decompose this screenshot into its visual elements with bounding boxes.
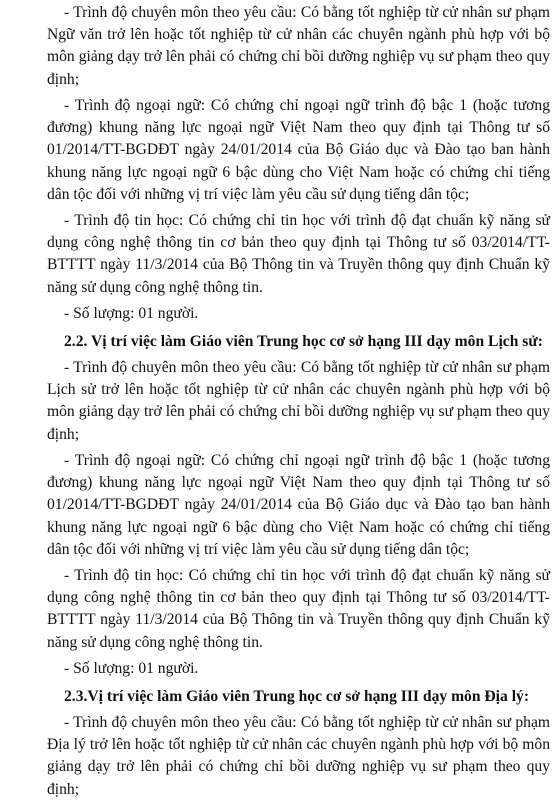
- paragraph-chuyen-mon-lich-su: - Trình độ chuyên môn theo yêu cầu: Có bằng tốt nghiệp từ cử nhân sư phạm Lịch sử trở lên hoặc tốt nghiệp từ cử nhân các chuyên ngành phù hợp với bộ môn giảng dạy trở lên phải có chứng chỉ bồi dưỡng nghiệp vụ sư phạm theo quy định;: [47, 359, 550, 443]
- paragraph-ngoai-ngu-2: - Trình độ ngoại ngữ: Có chứng chỉ ngoại ngữ trình độ bậc 1 (hoặc tương đương) khung năng lực ngoại ngữ Việt Nam theo quy định tại Thông tư số 01/2014/TT-BGDĐT ngày 24/01/2014 của Bộ Giáo dục và Đào tạo ban hành khung năng lực ngoại ngữ 6 bậc dùng cho Việt Nam hoặc có chứng chỉ tiếng dân tộc đối với những vị trí việc làm yêu cầu sử dụng tiếng dân tộc;: [47, 452, 550, 558]
- paragraph-chuyen-mon-ngu-van: - Trình độ chuyên môn theo yêu cầu: Có bằng tốt nghiệp từ cử nhân sư phạm Ngữ văn trở lên hoặc tốt nghiệp từ cử nhân các chuyên ngành phù hợp với bộ môn giảng dạy trở lên phải có chứng chỉ bồi dưỡng nghiệp vụ sư phạm theo quy định;: [47, 4, 550, 88]
- paragraph-so-luong-1: - Số lượng: 01 người.: [64, 305, 199, 322]
- paragraph-chuyen-mon-dia-ly: - Trình độ chuyên môn theo yêu cầu: Có bằng tốt nghiệp từ cử nhân sư phạm Địa lý trở lên hoặc tốt nghiệp từ cử nhân các chuyên ngành phù hợp với bộ môn giảng dạy trở lên phải có chứng chỉ bồi dưỡng nghiệp vụ sư phạm theo quy định;: [47, 714, 550, 798]
- paragraph-ngoai-ngu-1: - Trình độ ngoại ngữ: Có chứng chỉ ngoại ngữ trình độ bậc 1 (hoặc tương đương) khung năng lực ngoại ngữ Việt Nam theo quy định tại Thông tư số 01/2014/TT-BGDĐT ngày 24/01/2014 của Bộ Giáo dục và Đào tạo ban hành khung năng lực ngoại ngữ 6 bậc dùng cho Việt Nam hoặc có chứng chỉ tiếng dân tộc đối với những vị trí việc làm yêu cầu sử dụng tiếng dân tộc;: [47, 97, 550, 203]
- paragraph-so-luong-2: - Số lượng: 01 người.: [64, 660, 199, 677]
- section-heading-lich-su: 2.2. Vị trí việc làm Giáo viên Trung học cơ sở hạng III dạy môn Lịch sử:: [64, 333, 543, 350]
- section-heading-dia-ly: 2.3.Vị trí việc làm Giáo viên Trung học cơ sở hạng III dạy môn Địa lý:: [64, 688, 530, 705]
- paragraph-tin-hoc-1: - Trình độ tin học: Có chứng chỉ tin học với trình độ đạt chuẩn kỹ năng sử dụng công nghệ thông tin cơ bản theo quy định tại Thông tư số 03/2014/TT-BTTTT ngày 11/3/2014 của Bộ Thông tin và Truyền thông quy định Chuẩn kỹ năng sử dụng công nghệ thông tin.: [47, 212, 550, 296]
- paragraph-tin-hoc-2: - Trình độ tin học: Có chứng chỉ tin học với trình độ đạt chuẩn kỹ năng sử dụng công nghệ thông tin cơ bản theo quy định tại Thông tư số 03/2014/TT-BTTTT ngày 11/3/2014 của Bộ Thông tin và Truyền thông quy định Chuẩn kỹ năng sử dụng công nghệ thông tin.: [47, 567, 550, 651]
